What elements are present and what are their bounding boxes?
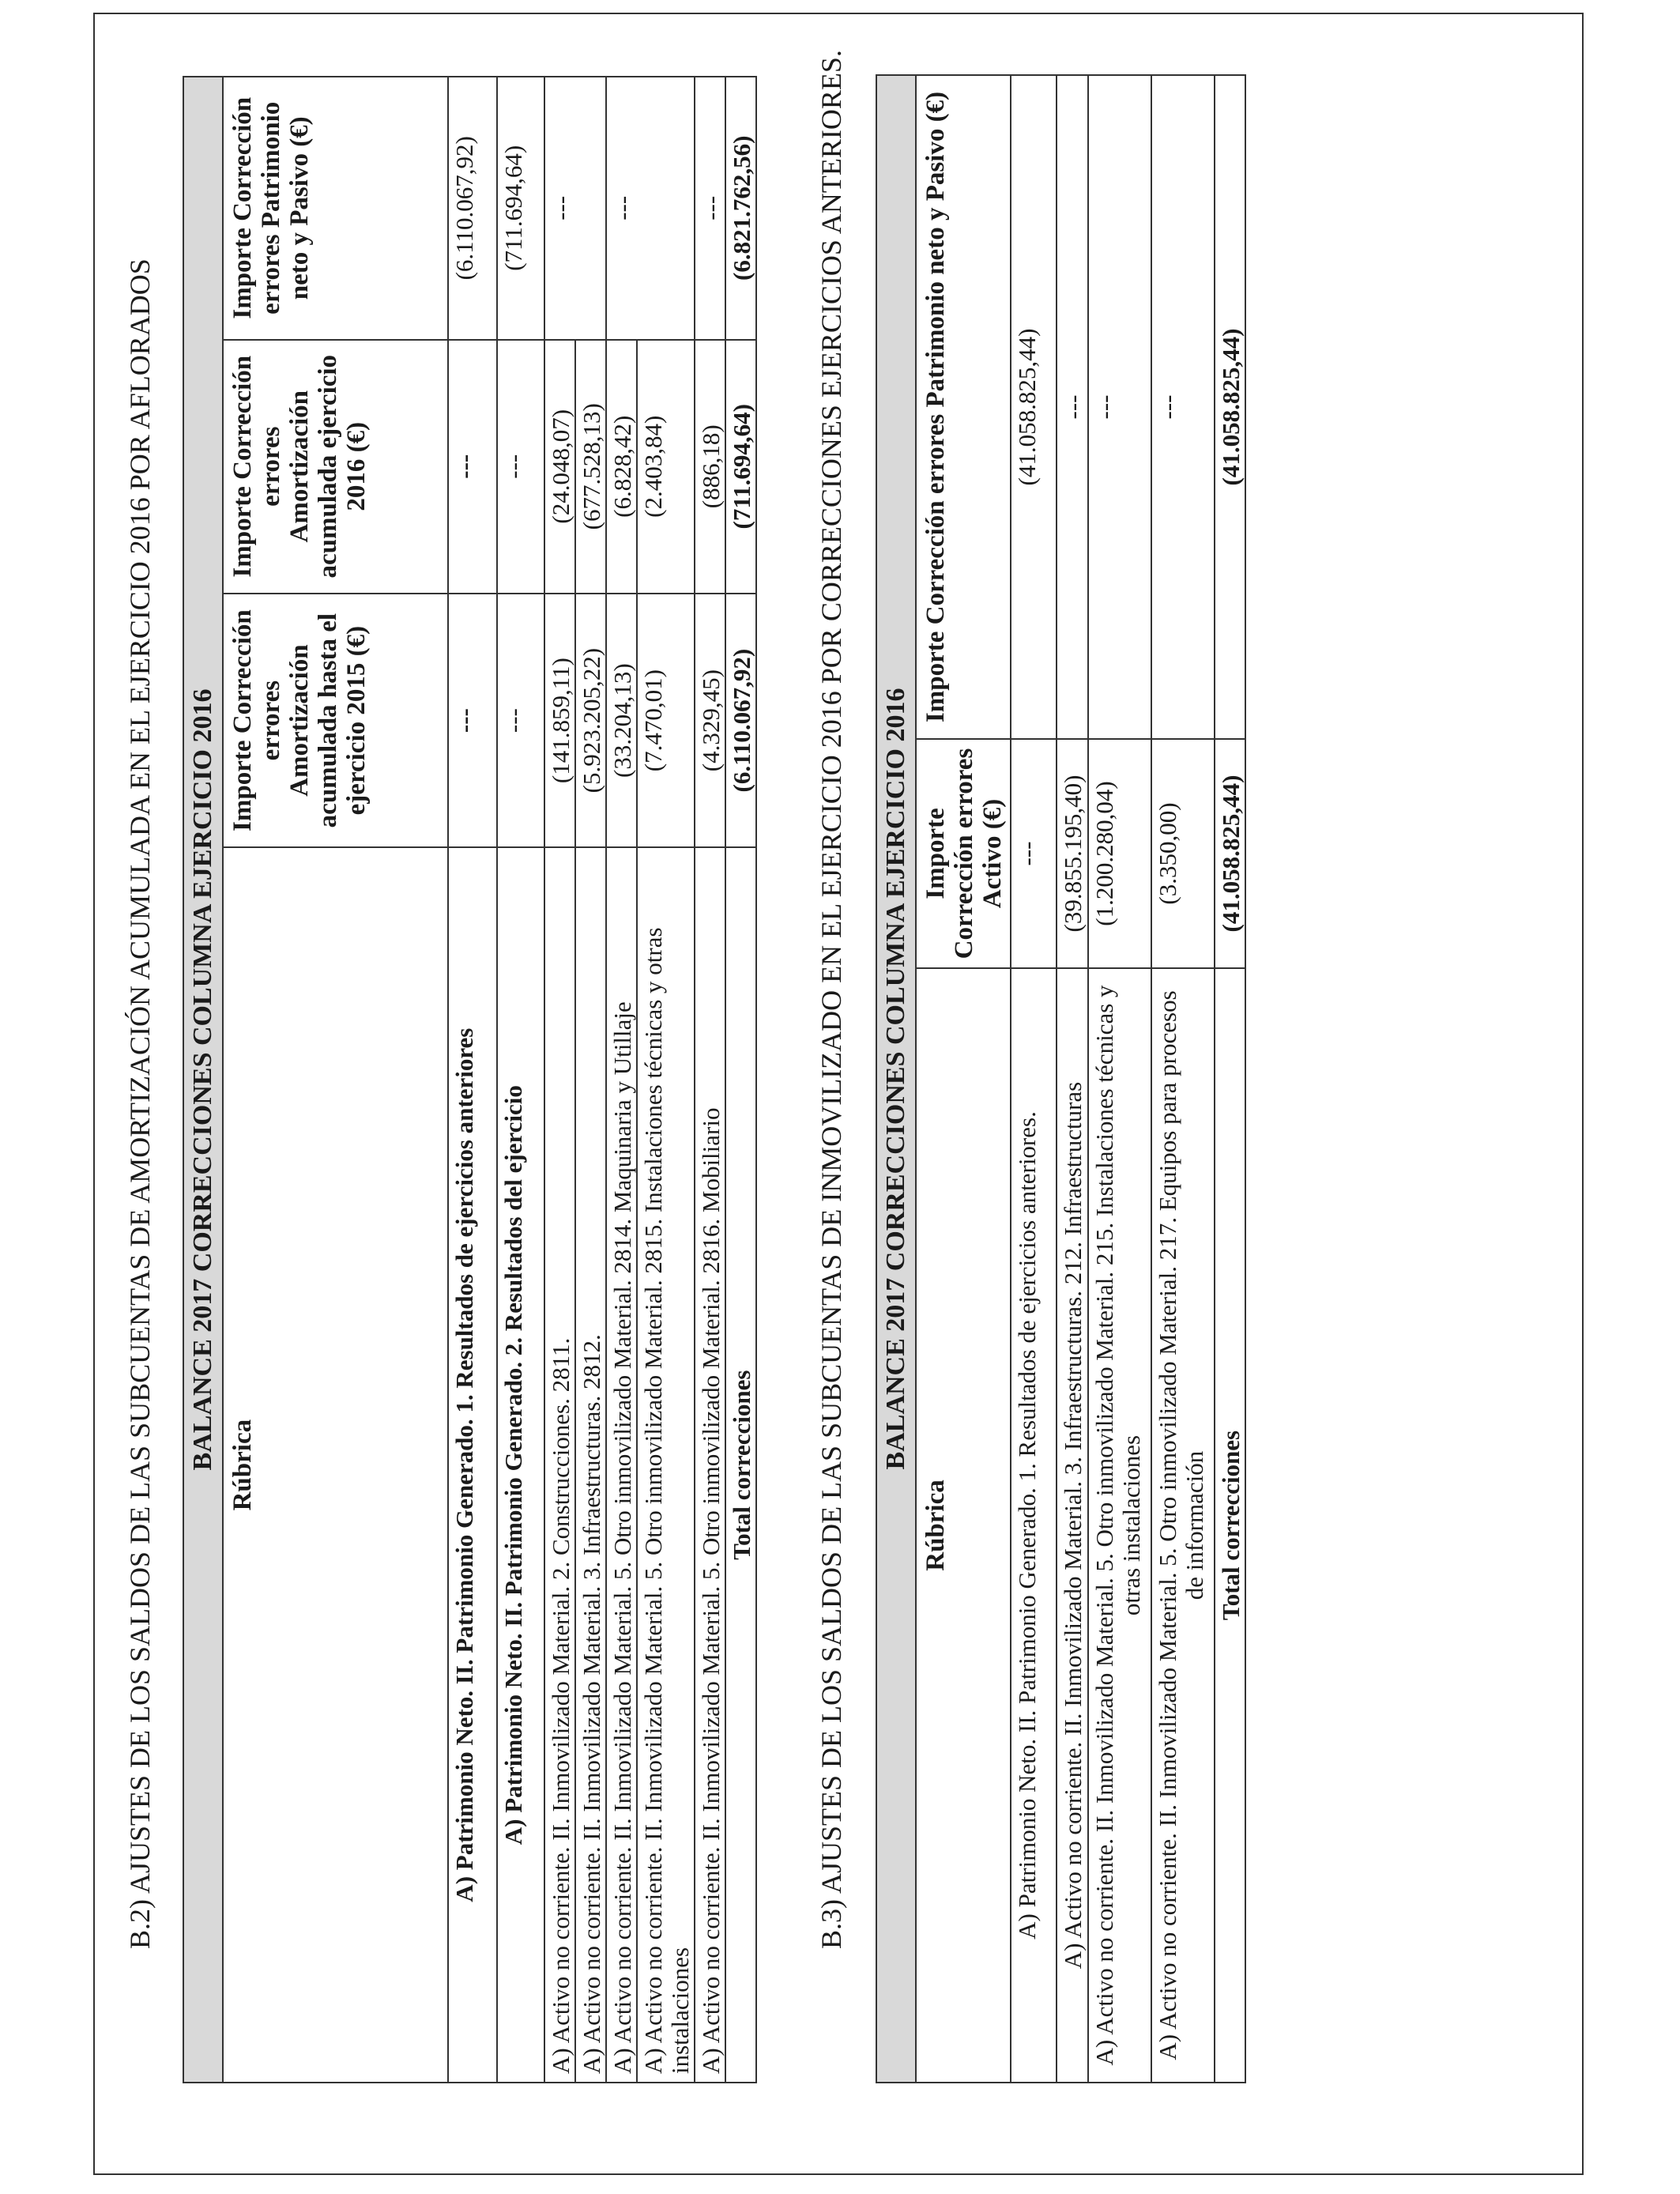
cell-value: --- xyxy=(448,594,497,847)
total-value: (41.058.825,44) xyxy=(1215,75,1245,739)
row-label: A) Activo no corriente. II. Inmovilizado Material. 5. Otro inmovilizado Material. 2815. Instalaciones técnicas y otras instalaciones xyxy=(637,847,695,2083)
total-label: Total correcciones xyxy=(725,847,756,2083)
cell-value: (141.859,11) xyxy=(544,594,575,847)
table-row xyxy=(575,77,606,2083)
cell-value: (7.470,01) xyxy=(637,594,695,847)
table-inmovilizado-adjustments xyxy=(876,74,1246,2083)
row-label: A) Patrimonio Neto. II. Patrimonio Generado. 1. Resultados de ejercicios anteriores. xyxy=(1011,968,1057,2083)
cell-value: (3.350,00) xyxy=(1151,739,1215,968)
table-title: BALANCE 2017 CORRECCIONES COLUMNA EJERCICIO 2016 xyxy=(183,77,223,2083)
cell-value: (39.855.195,40) xyxy=(1057,739,1088,968)
cell-value: --- xyxy=(544,77,606,340)
cell-value: (6.110.067,92) xyxy=(448,77,497,340)
cell-value: --- xyxy=(1088,75,1151,739)
cell-value: (33.204,13) xyxy=(606,594,637,847)
column-header-rubrica: Rúbrica xyxy=(223,847,448,2083)
table-title: BALANCE 2017 CORRECCIONES COLUMNA EJERCICIO 2016 xyxy=(876,75,916,2083)
total-value: (6.110.067,92) xyxy=(725,594,756,847)
table-row xyxy=(637,77,695,2083)
cell-value: (4.329,45) xyxy=(695,594,725,847)
row-label: A) Activo no corriente. II. Inmovilizado Material. 3. Infraestructuras. 212. Infraestructuras xyxy=(1057,968,1088,2083)
cell-value: --- xyxy=(1151,75,1215,739)
cell-value: (41.058.825,44) xyxy=(1011,75,1057,739)
column-header-patrimonio: Importe Corrección errores Patrimonio neto y Pasivo (€) xyxy=(223,77,448,340)
cell-value: (6.828,42) xyxy=(606,340,637,594)
row-label: A) Activo no corriente. II. Inmovilizado Material. 5. Otro inmovilizado Material. 217. Equipos para procesos de información xyxy=(1151,968,1215,2083)
total-value: (6.821.762,56) xyxy=(725,77,756,340)
column-header-amort-2015: Importe Corrección errores Amortización acumulada hasta el ejercicio 2015 (€) xyxy=(223,594,448,847)
table-row xyxy=(1057,75,1088,2083)
column-header-rubrica: Rúbrica xyxy=(916,968,1011,2083)
table-row xyxy=(544,77,575,2083)
section-heading-b2: B.2) AJUSTES DE LOS SALDOS DE LAS SUBCUENTAS DE AMORTIZACIÓN ACUMULADA EN EL EJERCICIO 2016 POR AFLORADOS xyxy=(124,258,156,1949)
row-label: A) Activo no corriente. II. Inmovilizado Material. 5. Otro inmovilizado Material. 215. Instalaciones técnicas y otras instalaciones xyxy=(1088,968,1151,2083)
cell-value: (711.694,64) xyxy=(497,77,544,340)
cell-value: --- xyxy=(497,340,544,594)
cell-value: --- xyxy=(497,594,544,847)
table-row xyxy=(448,77,497,2083)
row-label: A) Activo no corriente. II. Inmovilizado Material. 5. Otro inmovilizado Material. 2814. Maquinaria y Utillaje xyxy=(606,847,637,2083)
rotated-page xyxy=(93,13,1584,2175)
cell-value: --- xyxy=(1057,75,1088,739)
table-row-total xyxy=(725,77,756,2083)
table-row-total xyxy=(1215,75,1245,2083)
column-header-amort-2016: Importe Corrección errores Amortización acumulada ejercicio 2016 (€) xyxy=(223,340,448,594)
cell-value: --- xyxy=(606,77,695,340)
cell-value: (2.403,84) xyxy=(637,340,695,594)
cell-value: (24.048,07) xyxy=(544,340,575,594)
row-label: A) Patrimonio Neto. II. Patrimonio Generado. 1. Resultados de ejercicios anteriores xyxy=(448,847,497,2083)
cell-value: --- xyxy=(448,340,497,594)
table-amortization-adjustments xyxy=(183,76,757,2083)
cell-value: --- xyxy=(1011,739,1057,968)
total-value: (41.058.825,44) xyxy=(1215,739,1245,968)
cell-value: (886,18) xyxy=(695,340,725,594)
total-value: (711.694,64) xyxy=(725,340,756,594)
row-label: A) Patrimonio Neto. II. Patrimonio Generado. 2. Resultados del ejercicio xyxy=(497,847,544,2083)
table-row xyxy=(695,77,725,2083)
cell-value: (5.923.205,22) xyxy=(575,594,606,847)
column-header-patrimonio: Importe Corrección errores Patrimonio neto y Pasivo (€) xyxy=(916,75,1011,739)
total-label: Total correcciones xyxy=(1215,968,1245,2083)
table-row xyxy=(1151,75,1215,2083)
table-row xyxy=(1088,75,1151,2083)
column-header-activo: Importe Corrección errores Activo (€) xyxy=(916,739,1011,968)
row-label: A) Activo no corriente. II. Inmovilizado Material. 2. Construcciones. 2811. xyxy=(544,847,575,2083)
table-row xyxy=(1011,75,1057,2083)
section-heading-b3: B.3) AJUSTES DE LOS SALDOS DE LAS SUBCUENTAS DE INMOVILIZADO EN EL EJERCICIO 2016 POR CORRECCIONES EJERCICIOS ANTERIORES. xyxy=(816,50,847,1949)
cell-value: (1.200.280,04) xyxy=(1088,739,1151,968)
row-label: A) Activo no corriente. II. Inmovilizado Material. 3. Infraestructuras. 2812. xyxy=(575,847,606,2083)
row-label: A) Activo no corriente. II. Inmovilizado Material. 5. Otro inmovilizado Material. 2816. Mobiliario xyxy=(695,847,725,2083)
cell-value: --- xyxy=(695,77,725,340)
table-row xyxy=(497,77,544,2083)
table-row xyxy=(606,77,637,2083)
cell-value: (677.528,13) xyxy=(575,340,606,594)
